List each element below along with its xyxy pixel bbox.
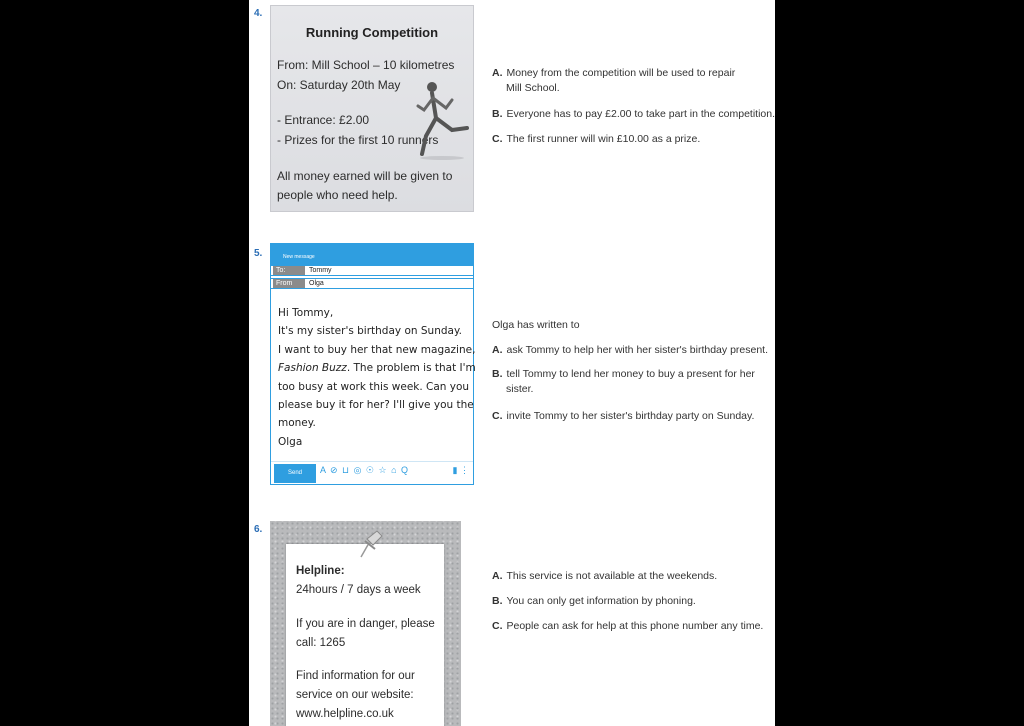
helpline-line: service on our website:	[296, 689, 414, 701]
runner-illustration	[412, 78, 474, 160]
question-number-5: 5.	[254, 248, 263, 259]
email-line: too busy at work this week. Can you	[278, 380, 470, 393]
email-line: Olga	[278, 435, 303, 448]
option-4b	[492, 107, 775, 122]
helpline-line: Find information for our	[296, 670, 415, 682]
option-letter: B.	[492, 368, 503, 380]
notice-line: All money earned will be given to	[277, 169, 453, 183]
worksheet-page	[249, 0, 775, 726]
option-text: People can ask for help at this phone number any time.	[506, 620, 764, 632]
notice-title: Running Competition	[305, 25, 439, 40]
option-letter: B.	[492, 595, 503, 607]
option-5b	[492, 367, 755, 397]
helpline-line: call: 1265	[296, 637, 346, 649]
notice-line: From: Mill School – 10 kilometres	[277, 58, 455, 72]
pushpin-icon	[355, 525, 385, 559]
formatting-icons: A ⊘ ⊔ ◎ ☉ ☆ ⌂ Q	[320, 465, 409, 475]
option-letter: A.	[492, 570, 503, 582]
notice-line: On: Saturday 20th May	[277, 78, 401, 92]
option-text-cont: sister.	[506, 383, 534, 395]
email-line: please buy it for her? I'll give you the	[278, 399, 474, 412]
email-line: I want to buy her that new magazine,	[278, 343, 476, 356]
option-text: Money from the competition will be used to repair	[506, 67, 736, 79]
trash-and-more-icons: ▮ ⋮	[452, 465, 469, 475]
helpline-line: www.helpline.co.uk	[296, 708, 394, 720]
option-text: The first runner will win £10.00 as a prize.	[506, 133, 701, 145]
option-text-cont: Mill School.	[506, 82, 560, 94]
option-text: You can only get information by phoning.	[506, 595, 696, 607]
option-letter: A.	[492, 67, 503, 79]
option-text: tell Tommy to lend her money to buy a present for her	[506, 368, 755, 380]
notice-line: people who need help.	[277, 188, 398, 202]
email-toolbar	[271, 461, 473, 484]
question-5-stem: Olga has written to	[492, 319, 580, 331]
email-line: Fashion Buzz. The problem is that I'm	[278, 362, 476, 375]
option-text: Everyone has to pay £2.00 to take part in the competition.	[506, 108, 775, 120]
option-5c	[492, 409, 754, 424]
helpline-line: 24hours / 7 days a week	[296, 584, 421, 596]
question-number-4: 4.	[254, 8, 263, 19]
option-letter: C.	[492, 133, 503, 145]
helpline-heading: Helpline:	[296, 565, 345, 577]
from-label: From	[273, 279, 305, 288]
option-letter: C.	[492, 620, 503, 632]
from-field	[271, 278, 473, 289]
option-5a	[492, 343, 768, 358]
to-label: To:	[273, 266, 305, 275]
option-text: ask Tommy to help her with her sister's birthday present.	[506, 344, 769, 356]
helpline-notice	[270, 521, 461, 726]
notice-line: - Entrance: £2.00	[277, 113, 370, 127]
from-value: Olga	[309, 280, 324, 287]
email-header-label: New message	[283, 254, 315, 260]
option-letter: B.	[492, 108, 503, 120]
email-body	[278, 304, 476, 451]
option-letter: A.	[492, 344, 503, 356]
send-button: Send	[274, 464, 316, 483]
option-4c	[492, 132, 700, 147]
email-line: money.	[278, 417, 316, 430]
email-header-bar	[271, 244, 473, 265]
option-6a	[492, 569, 717, 584]
to-value: Tommy	[309, 267, 332, 274]
option-text: This service is not available at the weekends.	[506, 570, 718, 582]
to-field	[271, 265, 473, 276]
pinned-paper	[286, 544, 444, 726]
helpline-line: If you are in danger, please	[296, 618, 435, 630]
running-competition-notice	[270, 5, 474, 212]
question-number-6: 6.	[254, 524, 263, 535]
option-text: invite Tommy to her sister's birthday party on Sunday.	[506, 410, 755, 422]
notice-line: - Prizes for the first 10 runners	[277, 133, 439, 147]
email-line: It's my sister's birthday on Sunday.	[278, 325, 463, 338]
option-letter: C.	[492, 410, 503, 422]
option-6c	[492, 619, 763, 634]
email-message	[270, 243, 474, 485]
email-line: Hi Tommy,	[278, 307, 334, 319]
option-4a	[492, 66, 735, 96]
option-6b	[492, 594, 696, 609]
